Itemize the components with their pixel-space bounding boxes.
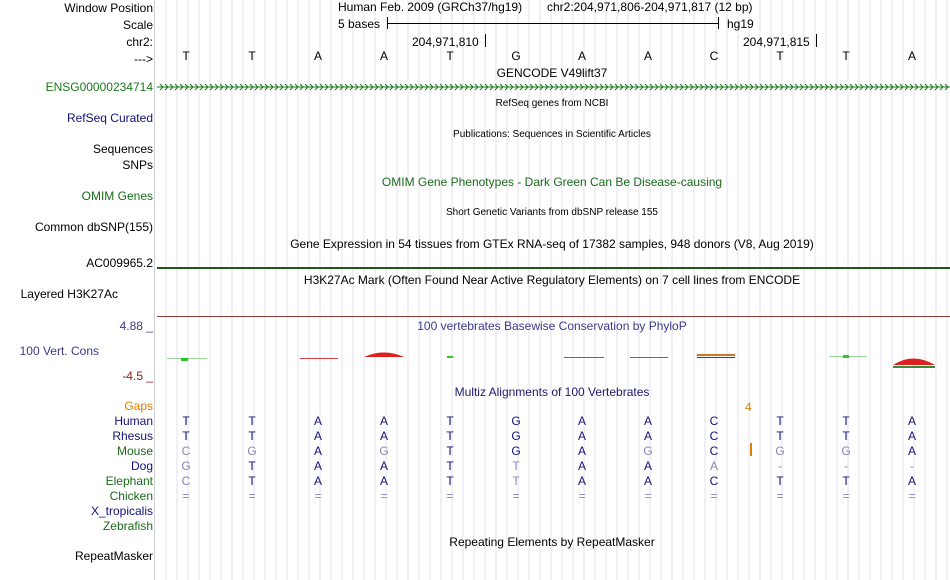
multiz-track-title: Multiz Alignments of 100 Vertebrates: [454, 385, 650, 399]
aligned-base: G: [511, 444, 521, 458]
gtex-track-title: Gene Expression in 54 tissues from GTEx RNA-seq of 17382 samples, 948 donors (V8, Aug 2019): [290, 237, 814, 251]
aligned-base: A: [313, 474, 322, 488]
aligned-base: T: [776, 429, 784, 443]
aligned-base: T: [842, 414, 850, 428]
strand-label: --->: [134, 52, 153, 66]
aligned-base: A: [577, 414, 586, 428]
aligned-base: A: [907, 429, 916, 443]
gap-count: 4: [745, 400, 752, 414]
aligned-base: G: [181, 459, 191, 473]
aligned-base: A: [643, 429, 652, 443]
refseq-track-label[interactable]: RefSeq Curated: [66, 111, 153, 125]
species-label[interactable]: Rhesus: [112, 429, 153, 443]
aligned-base: G: [643, 444, 653, 458]
aligned-base: A: [577, 459, 586, 473]
aligned-base: -: [778, 459, 782, 473]
gtex-expression-bar: [157, 267, 950, 269]
aligned-base: T: [248, 474, 256, 488]
aligned-base: A: [709, 459, 718, 473]
coord-right-tick: [816, 34, 817, 47]
coord-left-tick: [485, 34, 486, 47]
position-text: chr2:204,971,806-204,971,817 (12 bp): [547, 0, 753, 14]
gencode-track-title: GENCODE V49lift37: [496, 66, 608, 80]
gap-marker: [750, 443, 752, 456]
aligned-base: A: [577, 474, 586, 488]
species-label[interactable]: Chicken: [109, 489, 153, 503]
aligned-base: G: [511, 429, 521, 443]
aligned-base: T: [446, 474, 454, 488]
gencode-track-label[interactable]: ENSG00000234714: [45, 80, 153, 94]
reference-base: A: [907, 49, 916, 63]
db-text: hg19: [727, 17, 754, 31]
aligned-base: A: [379, 429, 388, 443]
aligned-base: T: [446, 429, 454, 443]
reference-base: A: [577, 49, 586, 63]
aligned-base: T: [182, 414, 190, 428]
species-label[interactable]: Mouse: [116, 444, 153, 458]
aligned-base: G: [511, 414, 521, 428]
aligned-base: T: [446, 444, 454, 458]
aligned-base: =: [248, 489, 256, 503]
aligned-base: G: [841, 444, 851, 458]
reference-base: A: [379, 49, 388, 63]
phylop-track-title: 100 vertebrates Basewise Conservation by PhyloP: [417, 319, 687, 333]
aligned-base: =: [380, 489, 388, 503]
aligned-base: T: [248, 429, 256, 443]
phylop-max-label: 4.88 _: [119, 319, 153, 333]
aligned-base: T: [248, 459, 256, 473]
refseq-track-title: RefSeq genes from NCBI: [495, 98, 609, 109]
h3k27ac-signal-line: [157, 316, 950, 317]
aligned-base: C: [709, 414, 719, 428]
reference-base: G: [511, 49, 521, 63]
aligned-base: T: [776, 474, 784, 488]
h3k27ac-track-label[interactable]: Layered H3K27Ac: [20, 287, 118, 301]
reference-base: T: [446, 49, 454, 63]
repeatmasker-track-title: Repeating Elements by RepeatMasker: [449, 535, 655, 549]
gene-strand-arrows: [157, 81, 950, 93]
aligned-base: =: [776, 489, 784, 503]
omim-track-title: OMIM Gene Phenotypes - Dark Green Can Be Disease-causing: [381, 175, 723, 189]
aligned-base: A: [907, 474, 916, 488]
aligned-base: T: [776, 414, 784, 428]
species-label[interactable]: Dog: [130, 459, 153, 473]
aligned-base: A: [643, 459, 652, 473]
aligned-base: A: [313, 459, 322, 473]
aligned-base: C: [181, 444, 191, 458]
aligned-base: A: [907, 444, 916, 458]
h3k27ac-track-title: H3K27Ac Mark (Often Found Near Active Regulatory Elements) on 7 cell lines from ENCODE: [303, 273, 801, 287]
aligned-base: G: [379, 444, 389, 458]
aligned-base: T: [446, 459, 454, 473]
assembly-text: Human Feb. 2009 (GRCh37/hg19): [338, 0, 523, 14]
snp-track-label[interactable]: Common dbSNP(155): [34, 220, 153, 234]
omim-track-label[interactable]: OMIM Genes: [81, 189, 153, 203]
publications-track-title: Publications: Sequences in Scientific Articles: [453, 129, 651, 140]
window-position-label: Window Position: [64, 1, 153, 15]
aligned-base: T: [512, 474, 520, 488]
aligned-base: A: [577, 444, 586, 458]
aligned-base: A: [379, 459, 388, 473]
aligned-base: A: [577, 429, 586, 443]
aligned-base: =: [182, 489, 190, 503]
aligned-base: =: [446, 489, 454, 503]
aligned-base: -: [910, 459, 914, 473]
repeatmasker-track-label[interactable]: RepeatMasker: [74, 549, 153, 563]
aligned-base: A: [907, 414, 916, 428]
phylop-track-label[interactable]: 100 Vert. Cons: [19, 344, 99, 358]
reference-base: T: [842, 49, 850, 63]
scale-bar: [387, 23, 718, 24]
reference-base: T: [776, 49, 784, 63]
aligned-base: T: [842, 474, 850, 488]
aligned-base: =: [314, 489, 322, 503]
aligned-base: C: [709, 474, 719, 488]
phylop-min-label: -4.5 _: [122, 369, 153, 383]
aligned-base: A: [379, 414, 388, 428]
aligned-base: T: [512, 459, 520, 473]
sequences-track-label[interactable]: Sequences: [92, 142, 153, 156]
reference-base: A: [313, 49, 322, 63]
reference-base: T: [182, 49, 190, 63]
aligned-base: =: [644, 489, 652, 503]
aligned-base: =: [908, 489, 916, 503]
aligned-base: A: [643, 474, 652, 488]
aligned-base: G: [775, 444, 785, 458]
species-label[interactable]: Zebrafish: [102, 519, 153, 533]
reference-base: C: [709, 49, 719, 63]
aligned-base: A: [313, 444, 322, 458]
sidebar-divider: [154, 0, 155, 580]
reference-base: A: [643, 49, 652, 63]
gtex-track-label[interactable]: AC009965.2: [86, 256, 153, 270]
coord-left: 204,971,810: [412, 35, 479, 49]
aligned-base: G: [247, 444, 257, 458]
species-label[interactable]: X_tropicalis: [90, 504, 153, 518]
aligned-base: =: [578, 489, 586, 503]
aligned-base: =: [512, 489, 520, 503]
aligned-base: C: [709, 429, 719, 443]
coord-right: 204,971,815: [743, 35, 810, 49]
aligned-base: A: [313, 414, 322, 428]
phylop-conservation-plot: [157, 340, 950, 374]
aligned-base: A: [313, 429, 322, 443]
snp-track-title: Short Genetic Variants from dbSNP release 155: [446, 207, 658, 218]
aligned-base: A: [379, 474, 388, 488]
aligned-base: =: [842, 489, 850, 503]
scale-bar-right-tick: [718, 17, 719, 29]
aligned-base: T: [248, 414, 256, 428]
scale-label: Scale: [122, 18, 153, 32]
aligned-base: A: [643, 414, 652, 428]
aligned-base: T: [182, 429, 190, 443]
scale-text: 5 bases: [338, 17, 381, 31]
reference-base: T: [248, 49, 256, 63]
species-label[interactable]: Human: [114, 414, 153, 428]
aligned-base: T: [842, 429, 850, 443]
chrom-label: chr2:: [126, 35, 153, 49]
aligned-base: C: [181, 474, 191, 488]
aligned-base: =: [710, 489, 718, 503]
aligned-base: T: [446, 414, 454, 428]
aligned-base: C: [709, 444, 719, 458]
aligned-base: -: [844, 459, 848, 473]
species-label[interactable]: Elephant: [105, 474, 153, 488]
gaps-label: Gaps: [124, 399, 153, 413]
snps-track-label[interactable]: SNPs: [122, 158, 153, 172]
